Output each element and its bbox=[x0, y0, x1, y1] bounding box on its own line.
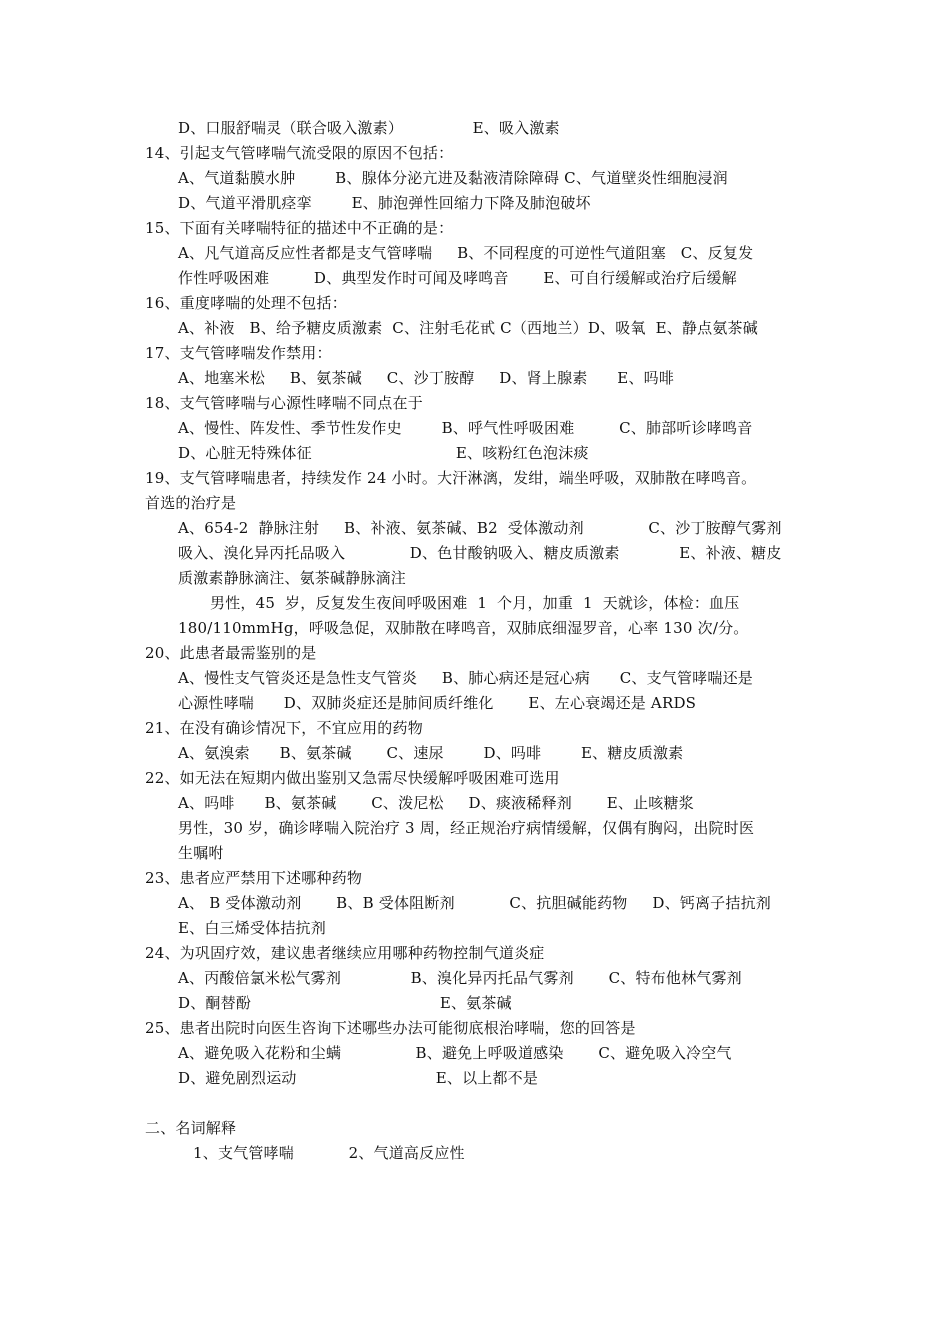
case-stem: 男性，30 岁，确诊哮喘入院治疗 3 周，经正规治疗病情缓解，仅偶有胸闷，出院时医 bbox=[178, 819, 755, 837]
text-line: D、心脏无特殊体征 E、咳粉红色泡沫痰 bbox=[178, 444, 589, 462]
text-line: A、吗啡 B、氨茶碱 C、泼尼松 D、痰液稀释剂 E、止咳糖浆 bbox=[178, 794, 694, 812]
text-line: 心源性哮喘 D、双肺炎症还是肺间质纤维化 E、左心衰竭还是 ARDS bbox=[178, 694, 697, 712]
text-line: A、 B 受体激动剂 B、B 受体阻断剂 C、抗胆碱能药物 D、钙离子拮抗剂 bbox=[178, 894, 771, 912]
text-line: 作性呼吸困难 D、典型发作时可闻及哮鸣音 E、可自行缓解或治疗后缓解 bbox=[178, 269, 737, 287]
question-14: 14、引起支气管哮喘气流受限的原因不包括： bbox=[145, 144, 454, 162]
section-heading: 二、名词解释 bbox=[145, 1119, 237, 1137]
text-line: A、慢性支气管炎还是急性支气管炎 B、肺心病还是冠心病 C、支气管哮喘还是 bbox=[178, 669, 753, 687]
text-line: A、避免吸入花粉和尘螨 B、避免上呼吸道感染 C、避免吸入冷空气 bbox=[178, 1044, 732, 1062]
text-line: 吸入、溴化异丙托品吸入 D、色甘酸钠吸入、糖皮质激素 E、补液、糖皮 bbox=[178, 544, 782, 562]
text-line: 180/110mmHg，呼吸急促，双肺散在哮鸣音，双肺底细湿罗音，心率 130 次/分。 bbox=[178, 619, 749, 637]
text-line: A、地塞米松 B、氨茶碱 C、沙丁胺醇 D、肾上腺素 E、吗啡 bbox=[178, 369, 675, 387]
text-line: A、慢性、阵发性、季节性发作史 B、呼气性呼吸困难 C、肺部听诊哮鸣音 bbox=[178, 419, 753, 437]
text-line: 1、支气管哮喘 2、气道高反应性 bbox=[193, 1144, 465, 1162]
text-line: D、酮替酚 E、氨茶碱 bbox=[178, 994, 512, 1012]
question-24: 24、为巩固疗效，建议患者继续应用哪种药物控制气道炎症 bbox=[145, 944, 545, 962]
question-17: 17、支气管哮喘发作禁用： bbox=[145, 344, 332, 362]
text-line: D、口服舒喘灵（联合吸入激素） E、吸入激素 bbox=[178, 119, 560, 137]
text-line: E、白三烯受体拮抗剂 bbox=[178, 919, 326, 937]
text-line: D、避免剧烈运动 E、以上都不是 bbox=[178, 1069, 539, 1087]
text-line: D、气道平滑肌痉挛 E、肺泡弹性回缩力下降及肺泡破坏 bbox=[178, 194, 591, 212]
text-line: A、氨溴索 B、氨茶碱 C、速尿 D、吗啡 E、糖皮质激素 bbox=[178, 744, 684, 762]
question-19: 19、支气管哮喘患者，持续发作 24 小时。大汗淋漓，发绀，端坐呼吸，双肺散在哮鸣音。 bbox=[145, 469, 757, 487]
text-line: A、凡气道高反应性者都是支气管哮喘 B、不同程度的可逆性气道阻塞 C、反复发 bbox=[178, 244, 754, 262]
text-line: A、654-2 静脉注射 B、补液、氨茶碱、B2 受体激动剂 C、沙丁胺醇气雾剂 bbox=[178, 519, 782, 537]
question-16: 16、重度哮喘的处理不包括： bbox=[145, 294, 347, 312]
text-line: A、补液 B、给予糖皮质激素 C、注射毛花甙 C（西地兰）D、吸氧 E、静点氨茶碱 bbox=[178, 319, 758, 337]
text-line: 质激素静脉滴注、氨茶碱静脉滴注 bbox=[178, 569, 407, 587]
text-line: A、丙酸倍氯米松气雾剂 B、溴化异丙托品气雾剂 C、特布他林气雾剂 bbox=[178, 969, 742, 987]
question-23: 23、患者应严禁用下述哪种药物 bbox=[145, 869, 363, 887]
question-15: 15、下面有关哮喘特征的描述中不正确的是： bbox=[145, 219, 454, 237]
question-20: 20、此患者最需鉴别的是 bbox=[145, 644, 317, 662]
text-line: A、气道黏膜水肿 B、腺体分泌亢进及黏液清除障碍 C、气道壁炎性细胞浸润 bbox=[178, 169, 728, 187]
question-18: 18、支气管哮喘与心源性哮喘不同点在于 bbox=[145, 394, 423, 412]
case-stem: 男性，45 岁，反复发生夜间呼吸困难 1 个月，加重 1 天就诊，体检：血压 bbox=[210, 594, 740, 612]
question-22: 22、如无法在短期内做出鉴别又急需尽快缓解呼吸困难可选用 bbox=[145, 769, 560, 787]
question-25: 25、患者出院时向医生咨询下述哪些办法可能彻底根治哮喘，您的回答是 bbox=[145, 1019, 636, 1037]
text-line: 首选的治疗是 bbox=[145, 494, 237, 512]
question-21: 21、在没有确诊情况下，不宜应用的药物 bbox=[145, 719, 423, 737]
text-line: 生嘱咐 bbox=[178, 844, 224, 862]
